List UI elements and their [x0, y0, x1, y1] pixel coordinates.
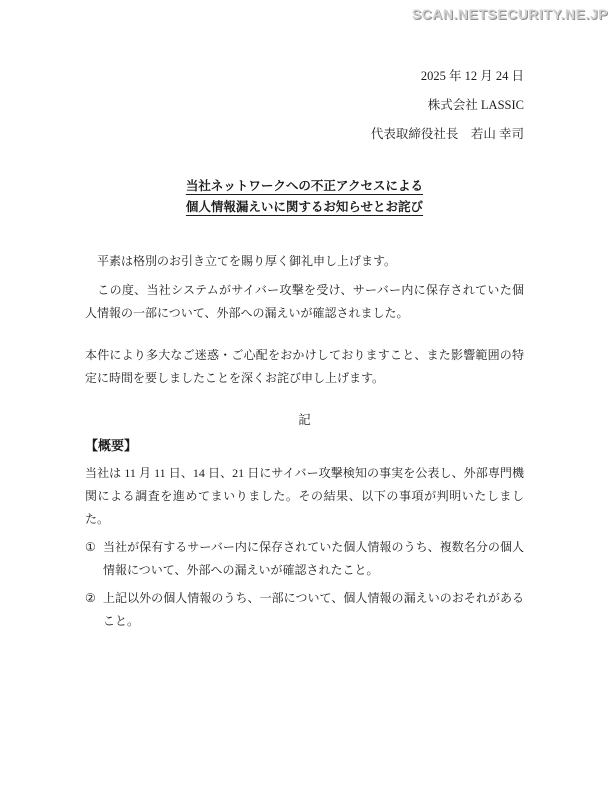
document-content	[85, 68, 524, 633]
item-text-2: 上記以外の個人情報のうち、一部について、個人情報の漏えいのおそれがあること。	[103, 591, 524, 628]
overview-item-1	[85, 536, 524, 582]
document-title-line-1	[85, 176, 524, 197]
apology-paragraph: 本件により多大なご迷惑・ご心配をおかけしておりますこと、また影響範囲の特定に時間を要しましたことを深くお詫び申し上げます。	[85, 348, 524, 385]
item-text-1: 当社が保有するサーバー内に保存されていた個人情報のうち、複数名分の個人情報について、外部への漏えいが確認されたこと。	[103, 540, 524, 577]
document-date: 2025 年 12 月 24 日	[420, 69, 524, 83]
item-number-2: ②	[85, 591, 96, 605]
overview-item-2	[85, 587, 524, 633]
incident-paragraph: この度、当社システムがサイバー攻撃を受け、サーバー内に保存されていた個人情報の一部について、外部への漏えいが確認されました。	[85, 283, 524, 320]
item-number-1: ①	[85, 540, 96, 554]
document-title-text-1: 当社ネットワークへの不正アクセスによる	[185, 179, 424, 193]
overview-intro: 当社は 11 月 11 日、14 日、21 日にサイバー攻撃検知の事実を公表し、外部専門機関による調査を進めてまいりました。その結果、以下の事項が判明いたしました。	[85, 466, 524, 526]
company-name: 株式会社 LASSIC	[427, 98, 524, 112]
overview-heading: 【概要】	[85, 438, 138, 453]
site-watermark: SCAN.NETSECURITY.NE.JP	[411, 6, 608, 22]
document-title-text-2: 個人情報漏えいに関するお知らせとお詫び	[185, 200, 424, 214]
document-title-line-2	[85, 197, 524, 218]
document-title	[85, 176, 524, 218]
representative-name: 代表取締役社長 若山 幸司	[370, 127, 524, 141]
greeting-paragraph: 平素は格別のお引き立てを賜り厚く御礼申し上げます。	[85, 254, 397, 268]
record-marker: 記	[298, 413, 311, 427]
letterhead	[85, 68, 524, 143]
